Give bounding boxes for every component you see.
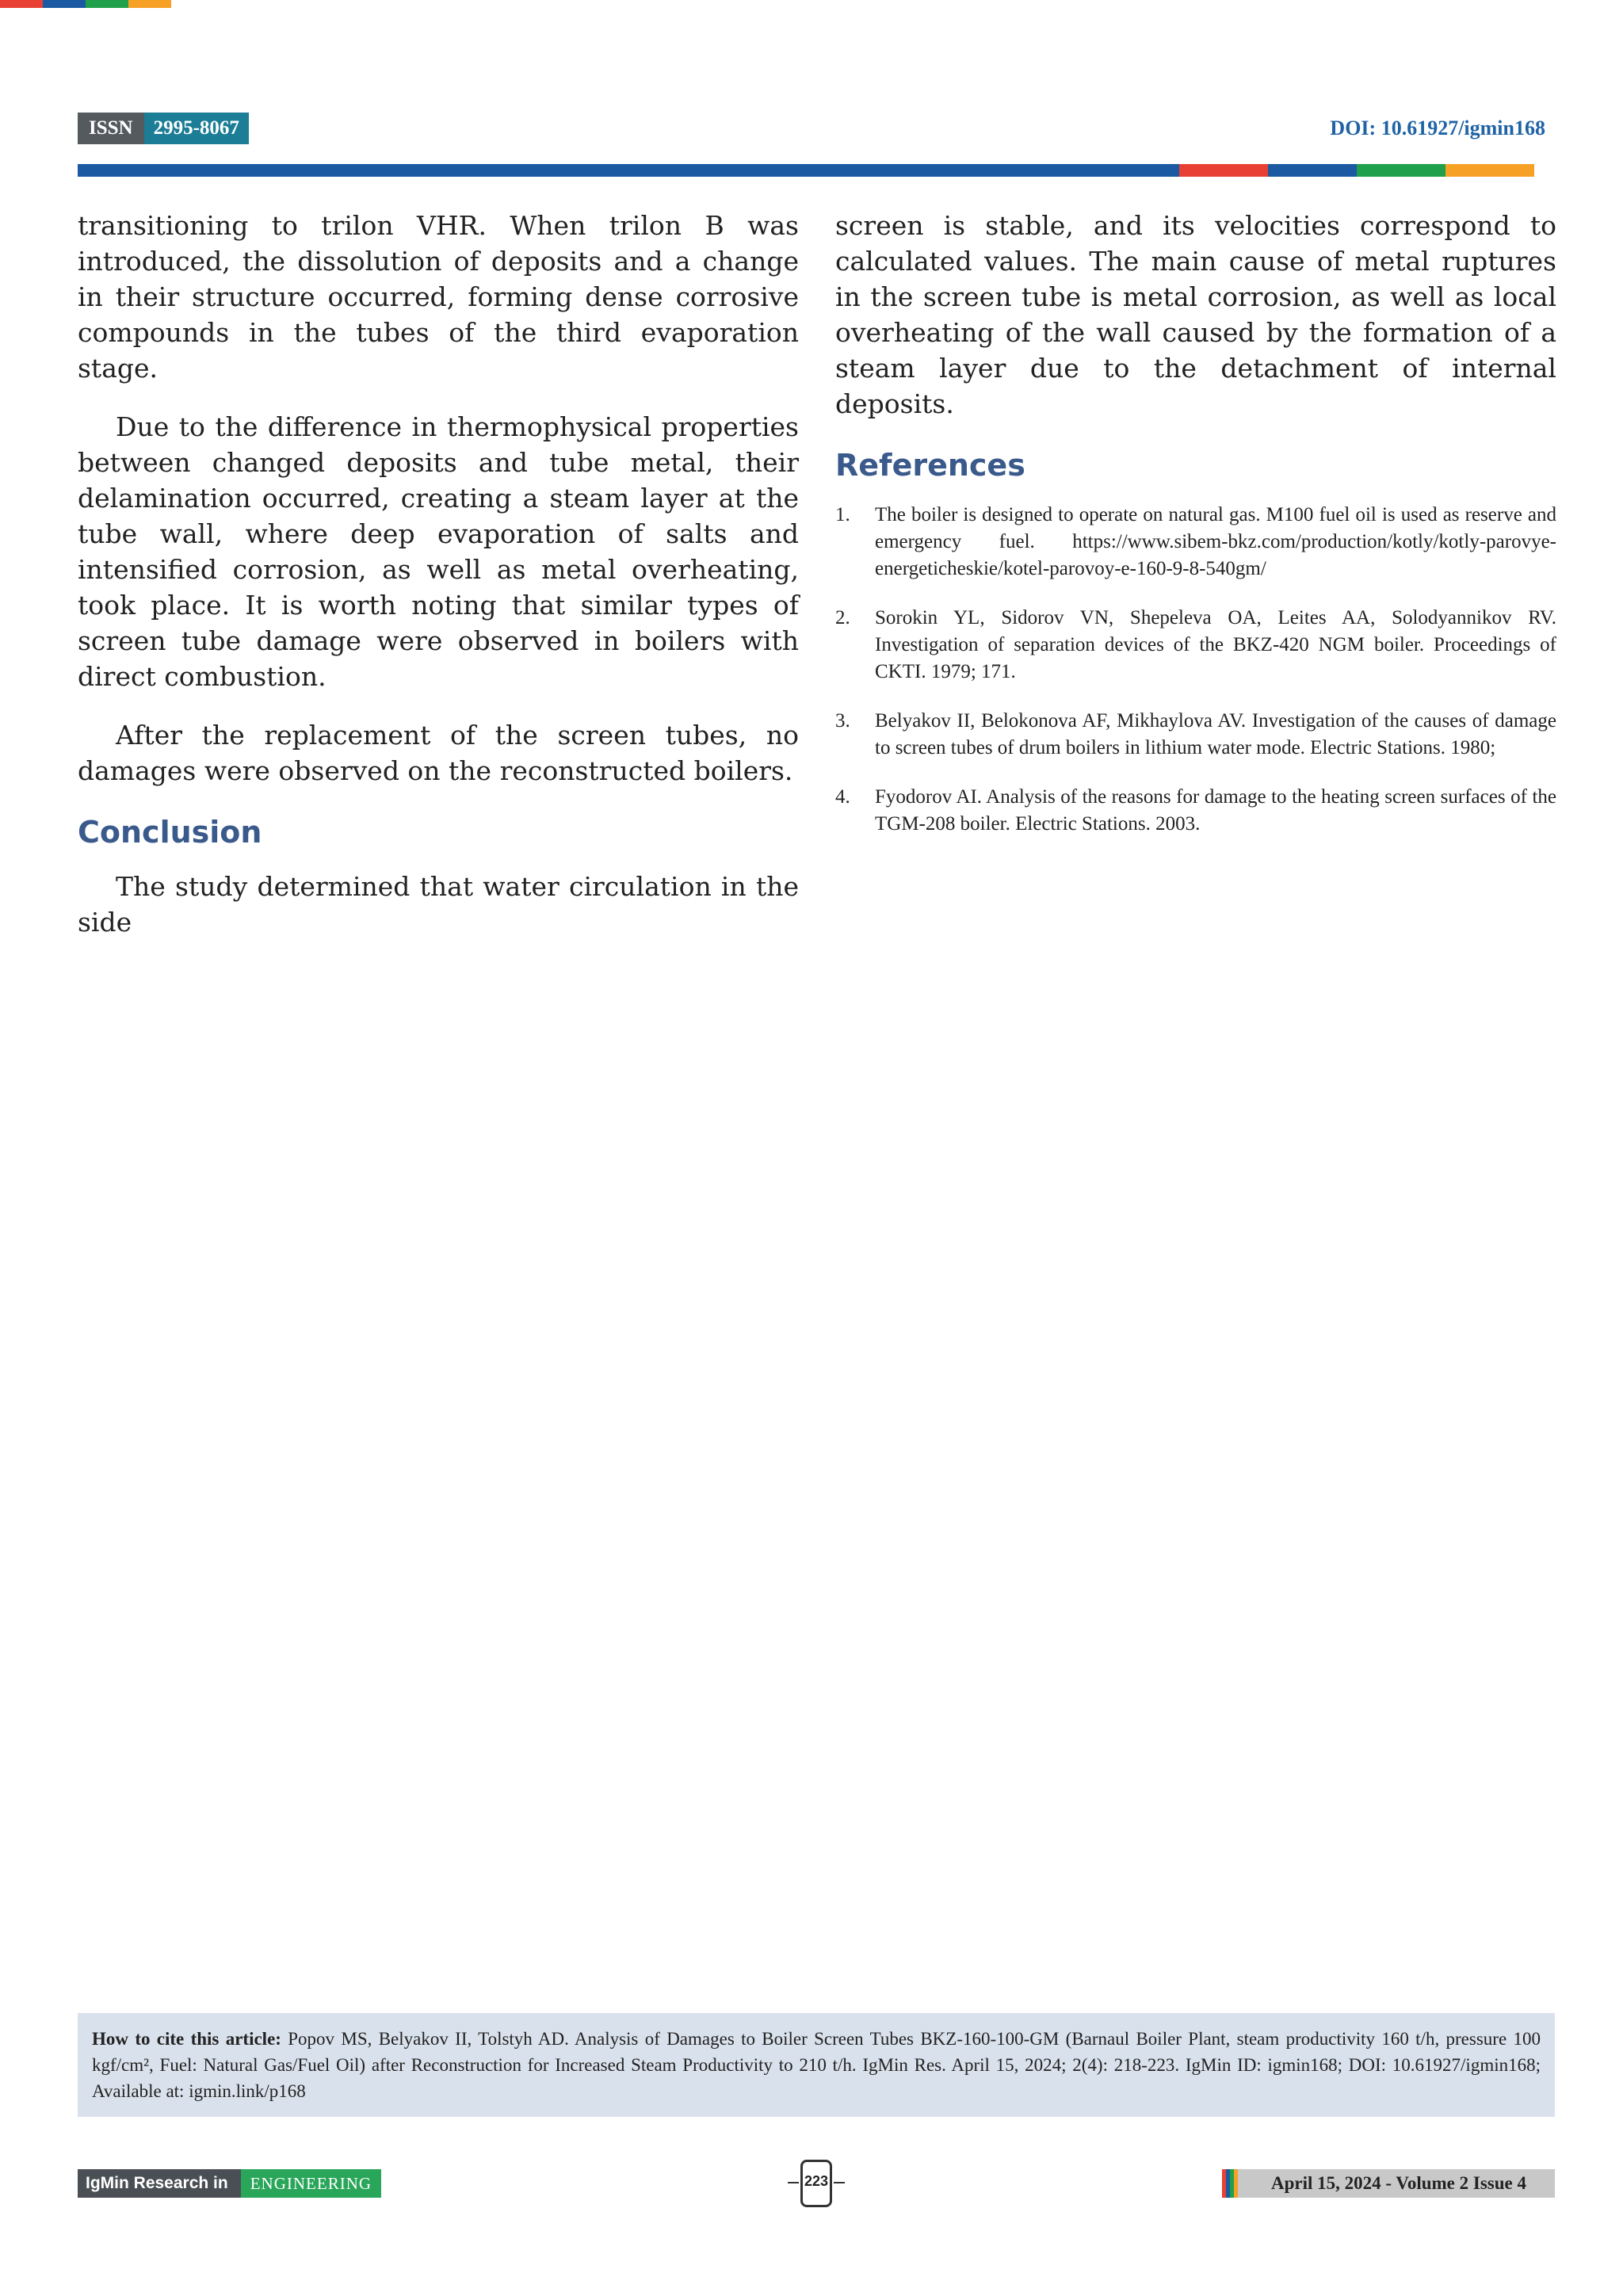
reference-item	[835, 708, 1556, 762]
paragraph: Due to the difference in thermophysical properties between changed deposits and tube metal, their delamination occurred, creating a steam layer at the tube wall, where deep evaporation of salts and intensified corrosion, as well as metal overheating, took place. It is worth noting that similar types of screen tube damage were observed in boilers with direct combustion.	[78, 411, 799, 692]
strip-blue	[43, 0, 86, 8]
arrow-right-icon	[834, 2182, 845, 2183]
left-column	[78, 208, 799, 963]
header-divider-bar	[78, 164, 1545, 177]
references-list	[835, 502, 1556, 838]
reference-text: The boiler is designed to operate on natural gas. M100 fuel oil is used as reserve and emergency fuel. https://www.sibem-bkz.com/production/kotly/kotly-parovye-energeticheskie/kotel-parovoy-e-160-9-8-540gm/	[875, 504, 1556, 579]
reference-text: Belyakov II, Belokonova AF, Mikhaylova AV. Investigation of the causes of damage to screen tubes of drum boilers in lithium water mode. Electric Stations. 1980;	[875, 710, 1556, 758]
doi-link[interactable]: DOI: 10.61927/igmin168	[1330, 117, 1545, 139]
strip-red	[0, 0, 43, 8]
page-header	[78, 113, 1545, 144]
reference-text: Sorokin YL, Sidorov VN, Shepeleva OA, Leites AA, Solodyannikov RV. Investigation of separation devices of the BKZ-420 NGM boiler. Proceedings of CKTI. 1979; 171.	[875, 607, 1556, 682]
paragraph: screen is stable, and its velocities correspond to calculated values. The main cause of metal ruptures in the screen tube is metal corrosion, as well as local overheating of the wall caused by the formation of a steam layer due to the detachment of internal deposits.	[835, 210, 1556, 419]
issn-number: 2995-8067	[144, 113, 249, 144]
reference-item	[835, 502, 1556, 583]
reference-item	[835, 784, 1556, 838]
issue-date-badge	[1222, 2169, 1555, 2198]
strip-orange	[128, 0, 171, 8]
paragraph: The study determined that water circulation in the side	[78, 871, 799, 938]
issn-label: ISSN	[78, 113, 144, 144]
right-column	[835, 208, 1556, 860]
paragraph: After the replacement of the screen tubes, no damages were observed on the reconstructed boilers.	[78, 720, 799, 786]
color-stripes-icon	[1222, 2169, 1238, 2198]
conclusion-heading: Conclusion	[78, 815, 262, 850]
reference-item	[835, 605, 1556, 686]
references-heading: References	[835, 448, 1025, 483]
citation-box	[78, 2013, 1555, 2117]
subject-badge: ENGINEERING	[241, 2169, 381, 2198]
issn-badge	[78, 113, 249, 144]
reference-number: 1.	[835, 504, 850, 525]
page-number-box	[792, 2160, 840, 2207]
reference-text: Fyodorov AI. Analysis of the reasons for damage to the heating screen surfaces of the TGM-208 boiler. Electric Stations. 2003.	[875, 786, 1556, 835]
page-number: 223	[804, 2173, 829, 2189]
brand-name: IgMin Research in	[78, 2169, 241, 2198]
reference-number: 4.	[835, 786, 850, 808]
strip-green	[86, 0, 128, 8]
citation-text: Popov MS, Belyakov II, Tolstyh AD. Analysis of Damages to Boiler Screen Tubes BKZ-160-100-GM (Barnaul Boiler Plant, steam productivity 160 t/h, pressure 100 kgf/cm², Fuel: Natural Gas/Fuel Oil) after Reconstruction for Increased Steam Productivity to 210 t/h. IgMin Res. April 15, 2024; 2(4): 218-223. IgMin ID: igmin168; DOI: 10.61927/igmin168; Available at: igmin.link/p168	[92, 2029, 1541, 2101]
reference-number: 3.	[835, 710, 850, 732]
top-color-strip	[0, 0, 171, 8]
journal-brand	[78, 2169, 381, 2198]
page-footer	[78, 2169, 1555, 2201]
reference-number: 2.	[835, 607, 850, 628]
citation-label: How to cite this article:	[92, 2029, 281, 2049]
issue-date: April 15, 2024 - Volume 2 Issue 4	[1238, 2169, 1555, 2198]
paragraph: transitioning to trilon VHR. When trilon B was introduced, the dissolution of deposits and a change in their structure occurred, forming dense corrosive compounds in the tubes of the third evaporation stage.	[78, 210, 799, 384]
arrow-left-icon	[788, 2182, 799, 2183]
